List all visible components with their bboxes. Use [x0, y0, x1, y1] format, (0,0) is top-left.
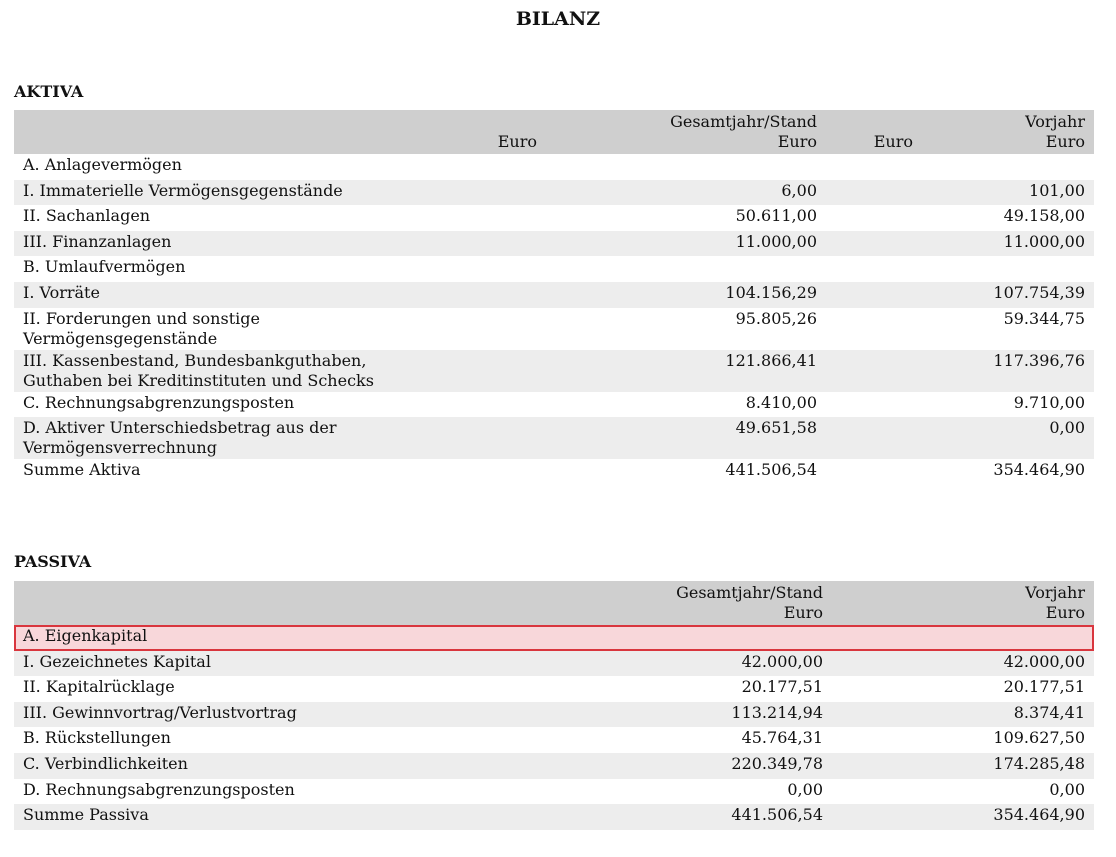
aktiva-row-current — [546, 256, 826, 282]
aktiva-row-prior: 11.000,00 — [1003, 231, 1085, 251]
passiva-row-prior: 109.627,50 — [993, 728, 1085, 748]
aktiva-row-prior: 59.344,75 — [1003, 308, 1085, 328]
passiva-row-current: 441.506,54 — [731, 805, 823, 825]
passiva-row — [14, 702, 1094, 728]
aktiva-row — [14, 417, 1094, 459]
passiva-row — [14, 753, 1094, 779]
aktiva-row-label: III. Kassenbestand, Bundesbankguthaben, Guthaben bei Kreditinstituten und Schecks — [23, 350, 374, 390]
aktiva-header-vorjahr: Vorjahr Euro — [1025, 112, 1085, 151]
passiva-row-current: 45.764,31 — [741, 728, 823, 748]
aktiva-row-euro-1 — [434, 256, 546, 282]
aktiva-row-current: 49.651,58 — [735, 418, 817, 438]
aktiva-row — [14, 256, 1094, 282]
page-title: BILANZ — [515, 8, 601, 30]
aktiva-row-euro-2 — [826, 392, 922, 418]
aktiva-row-prior — [922, 154, 1094, 180]
aktiva-row-current: 11.000,00 — [735, 231, 817, 251]
aktiva-row-prior: 354.464,90 — [993, 460, 1085, 480]
aktiva-row — [14, 205, 1094, 231]
passiva-row-label: A. Eigenkapital — [23, 626, 148, 645]
passiva-row-prior: 354.464,90 — [993, 805, 1085, 825]
aktiva-row-euro-2 — [826, 180, 922, 206]
aktiva-heading: AKTIVA — [14, 82, 84, 101]
aktiva-table — [14, 110, 1094, 485]
passiva-row-current — [574, 625, 832, 651]
passiva-row-prior: 42.000,00 — [1003, 651, 1085, 671]
passiva-row-prior: 174.285,48 — [993, 753, 1085, 773]
aktiva-row-label: A. Anlagevermögen — [23, 155, 182, 174]
aktiva-row — [14, 459, 1094, 485]
aktiva-header-gesamtjahr: Gesamtjahr/Stand Euro — [670, 112, 817, 151]
aktiva-row — [14, 154, 1094, 180]
aktiva-row-label: D. Aktiver Unterschiedsbetrag aus der Vermögensverrechnung — [23, 418, 337, 458]
aktiva-row-current — [546, 154, 826, 180]
passiva-heading: PASSIVA — [14, 552, 92, 571]
aktiva-row-label: C. Rechnungsabgrenzungsposten — [23, 392, 295, 412]
aktiva-header-row — [14, 110, 1094, 154]
aktiva-row-current: 50.611,00 — [735, 206, 817, 226]
passiva-row — [14, 727, 1094, 753]
passiva-row-current: 42.000,00 — [741, 651, 823, 671]
aktiva-row — [14, 231, 1094, 257]
aktiva-row-euro-2 — [826, 154, 922, 180]
aktiva-header-euro-1: Euro — [497, 132, 537, 151]
aktiva-row-euro-1 — [434, 282, 546, 308]
aktiva-row-current: 441.506,54 — [725, 460, 817, 480]
aktiva-row-label: B. Umlaufvermögen — [23, 257, 186, 277]
passiva-header-row — [14, 581, 1094, 625]
aktiva-row-label: II. Sachanlagen — [23, 206, 151, 226]
aktiva-row-prior: 117.396,76 — [993, 350, 1085, 370]
aktiva-row-euro-1 — [434, 308, 546, 350]
passiva-row-label: Summe Passiva — [23, 805, 149, 825]
aktiva-row — [14, 282, 1094, 308]
aktiva-row-euro-1 — [434, 392, 546, 418]
passiva-row-current: 0,00 — [787, 779, 823, 799]
passiva-row-prior: 8.374,41 — [1013, 702, 1085, 722]
aktiva-row-euro-1 — [434, 231, 546, 257]
aktiva-row-current: 95.805,26 — [735, 308, 817, 328]
aktiva-row-euro-2 — [826, 231, 922, 257]
aktiva-row-euro-1 — [434, 205, 546, 231]
aktiva-header-label — [14, 110, 434, 154]
aktiva-row-euro-2 — [826, 350, 922, 392]
aktiva-row-prior: 49.158,00 — [1003, 206, 1085, 226]
aktiva-row-label: I. Vorräte — [23, 282, 100, 302]
passiva-row-label: II. Kapitalrücklage — [23, 677, 175, 697]
passiva-row — [14, 676, 1094, 702]
passiva-header-vorjahr: Vorjahr Euro — [1025, 583, 1085, 622]
aktiva-row — [14, 308, 1094, 350]
aktiva-row-euro-1 — [434, 459, 546, 485]
passiva-row-label: D. Rechnungsabgrenzungsposten — [23, 779, 295, 799]
passiva-row-prior — [832, 625, 1094, 651]
aktiva-row-euro-1 — [434, 180, 546, 206]
aktiva-row-label: III. Finanzanlagen — [23, 231, 172, 251]
passiva-table — [14, 581, 1094, 830]
aktiva-row-prior — [922, 256, 1094, 282]
aktiva-header-euro-2: Euro — [873, 132, 913, 151]
passiva-row-label: III. Gewinnvortrag/Verlustvortrag — [23, 702, 297, 722]
aktiva-row-current: 121.866,41 — [725, 350, 817, 370]
aktiva-row-euro-1 — [434, 417, 546, 459]
passiva-row-prior: 20.177,51 — [1003, 677, 1085, 697]
passiva-row-current: 220.349,78 — [731, 753, 823, 773]
passiva-row-label: C. Verbindlichkeiten — [23, 753, 188, 773]
passiva-row-label: B. Rückstellungen — [23, 728, 171, 748]
aktiva-row-euro-2 — [826, 417, 922, 459]
aktiva-row-euro-2 — [826, 205, 922, 231]
aktiva-row-euro-2 — [826, 459, 922, 485]
passiva-row-highlighted — [14, 625, 1094, 651]
aktiva-row-euro-1 — [434, 154, 546, 180]
passiva-header-gesamtjahr: Gesamtjahr/Stand Euro — [676, 583, 823, 622]
aktiva-row-current: 104.156,29 — [725, 282, 817, 302]
aktiva-row-current: 6,00 — [781, 180, 817, 200]
aktiva-row-label: II. Forderungen und sonstige Vermögensgegenstände — [23, 308, 260, 348]
aktiva-row-prior: 0,00 — [1049, 418, 1085, 438]
passiva-row-current: 113.214,94 — [731, 702, 823, 722]
aktiva-row-current: 8.410,00 — [745, 392, 817, 412]
passiva-row — [14, 779, 1094, 805]
aktiva-row-prior: 107.754,39 — [993, 282, 1085, 302]
aktiva-row-euro-2 — [826, 256, 922, 282]
aktiva-row-prior: 9.710,00 — [1013, 392, 1085, 412]
aktiva-row-euro-2 — [826, 282, 922, 308]
passiva-row-label: I. Gezeichnetes Kapital — [23, 651, 211, 671]
aktiva-row-label: I. Immaterielle Vermögensgegenstände — [23, 180, 343, 200]
aktiva-row-prior: 101,00 — [1029, 180, 1085, 200]
passiva-row-current: 20.177,51 — [741, 677, 823, 697]
aktiva-row — [14, 180, 1094, 206]
aktiva-row — [14, 392, 1094, 418]
aktiva-row — [14, 350, 1094, 392]
passiva-header-label — [14, 581, 574, 625]
aktiva-row-euro-2 — [826, 308, 922, 350]
passiva-row — [14, 804, 1094, 830]
passiva-row — [14, 651, 1094, 677]
aktiva-row-label: Summe Aktiva — [23, 460, 141, 480]
passiva-row-prior: 0,00 — [1049, 779, 1085, 799]
aktiva-row-euro-1 — [434, 350, 546, 392]
